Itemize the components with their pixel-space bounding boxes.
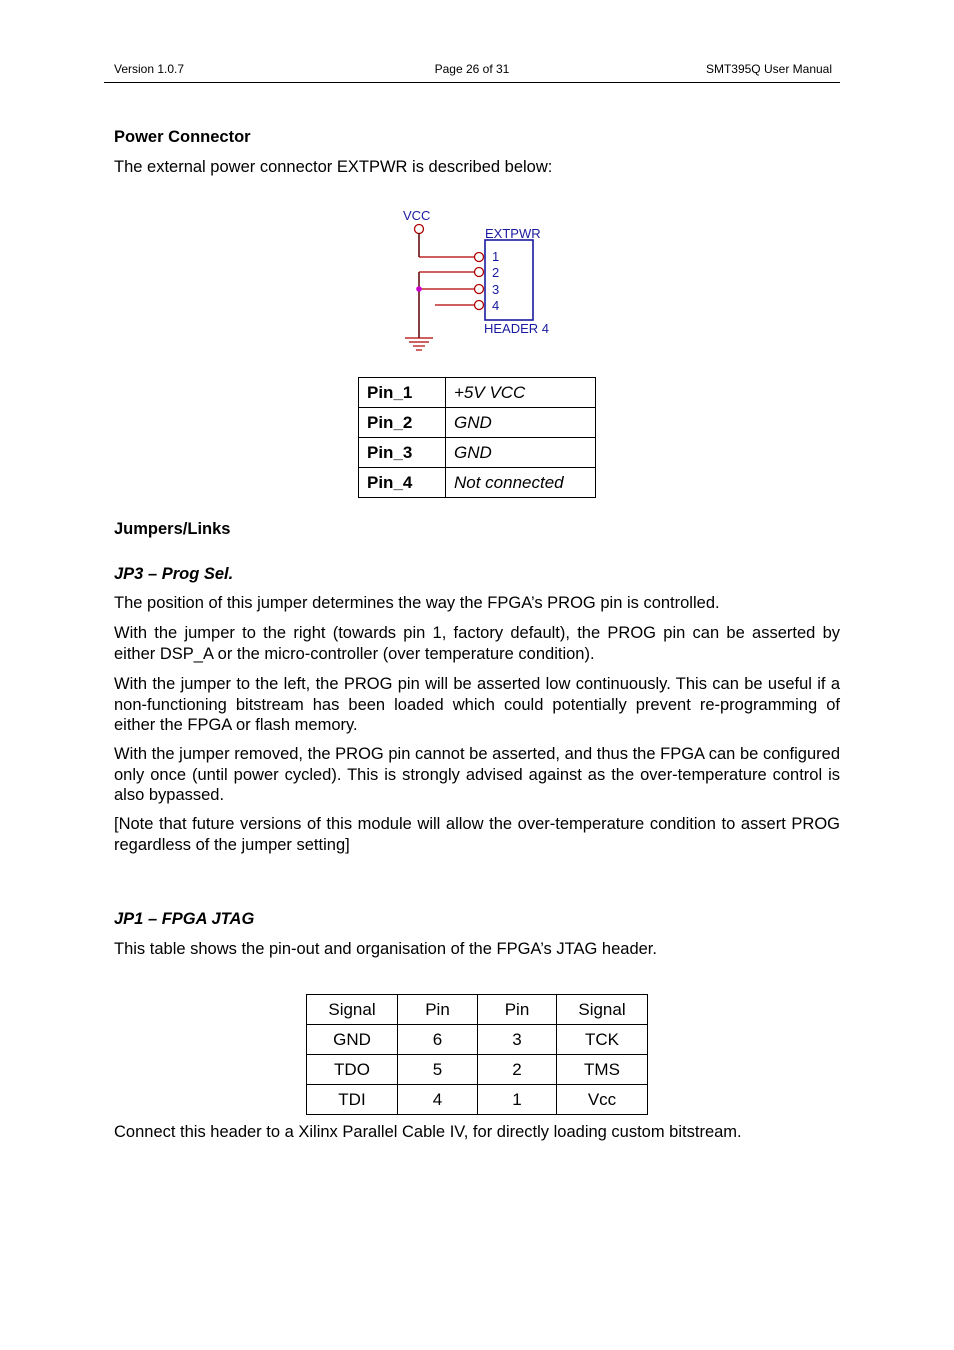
pin-terminal: [475, 268, 484, 277]
jtag-footer-note: Connect this header to a Xilinx Parallel Cable IV, for directly loading custom bitstream.: [114, 1123, 742, 1141]
column-header: Pin: [478, 995, 557, 1025]
jp1-intro: This table shows the pin-out and organisation of the FPGA’s JTAG header.: [114, 940, 657, 958]
manual-title: SMT395Q User Manual: [705, 62, 832, 76]
pin-number: 4: [492, 298, 500, 313]
vcc-label: VCC: [403, 208, 431, 223]
page-header: [104, 62, 840, 83]
column-header: Signal: [307, 995, 398, 1025]
pin-name: Pin_3: [359, 438, 446, 468]
pin-function: +5V VCC: [446, 378, 596, 408]
table-cell: 2: [478, 1055, 557, 1085]
table-row: [359, 378, 596, 408]
part-label: HEADER 4: [484, 321, 550, 336]
pin-function: Not connected: [446, 468, 596, 498]
pin-name: Pin_1: [359, 378, 446, 408]
table-row: [359, 468, 596, 498]
table-cell: GND: [307, 1025, 398, 1055]
column-header: Pin: [398, 995, 478, 1025]
vcc-terminal: [415, 225, 424, 234]
pin-terminal: [475, 285, 484, 294]
pin-function: GND: [446, 438, 596, 468]
jp3-paragraph: With the jumper to the right (towards pin 1, factory default), the PROG pin can be asserted by either DSP_A or the micro-controller (over temperature condition).: [114, 624, 840, 663]
table-cell: TCK: [557, 1025, 648, 1055]
jp1-title: JP1 – FPGA JTAG: [114, 910, 255, 928]
column-header: Signal: [557, 995, 648, 1025]
table-cell: Vcc: [557, 1085, 648, 1115]
pin-number: 3: [492, 282, 500, 297]
table-row: [359, 438, 596, 468]
power-pin-table: [358, 377, 596, 498]
power-connector-heading: Power Connector: [114, 128, 251, 146]
table-cell: TDO: [307, 1055, 398, 1085]
pin-terminal: [475, 253, 484, 262]
power-intro: The external power connector EXTPWR is described below:: [114, 158, 553, 176]
jp3-paragraph: With the jumper removed, the PROG pin cannot be asserted, and thus the FPGA can be configured only once (until power cycled). This is strongly advised against as the over-temperature control is also bypassed.: [114, 745, 840, 804]
table-cell: 3: [478, 1025, 557, 1055]
table-cell: TMS: [557, 1055, 648, 1085]
junction-dot: [416, 286, 422, 292]
table-cell: 6: [398, 1025, 478, 1055]
jp3-note: [Note that future versions of this module will allow the over-temperature condition to assert PROG regardless of the jumper setting]: [114, 815, 840, 854]
table-row: [307, 1055, 648, 1085]
jumpers-heading: Jumpers/Links: [114, 520, 231, 538]
table-cell: TDI: [307, 1085, 398, 1115]
table-row: [307, 1085, 648, 1115]
pin-function: GND: [446, 408, 596, 438]
table-cell: 4: [398, 1085, 478, 1115]
jtag-table: [306, 994, 648, 1115]
page-number: Page 26 of 31: [434, 62, 510, 76]
table-header-row: [307, 995, 648, 1025]
extpwr-schematic: [395, 205, 570, 355]
pin-name: Pin_2: [359, 408, 446, 438]
jp3-title: JP3 – Prog Sel.: [114, 565, 234, 583]
table-row: [307, 1025, 648, 1055]
jp3-paragraph: With the jumper to the left, the PROG pin will be asserted low continuously. This can be useful if a non-functioning bitstream has been loaded which could potentially prevent re-programming of either the FPGA or flash memory.: [114, 675, 840, 734]
table-row: [359, 408, 596, 438]
table-cell: 1: [478, 1085, 557, 1115]
jp3-paragraph: The position of this jumper determines the way the FPGA’s PROG pin is controlled.: [114, 594, 720, 612]
pin-name: Pin_4: [359, 468, 446, 498]
connector-name: EXTPWR: [485, 226, 541, 241]
version-label: Version 1.0.7: [114, 62, 185, 76]
pin-number: 1: [492, 249, 500, 264]
pin-terminal: [475, 301, 484, 310]
pin-number: 2: [492, 265, 500, 280]
table-cell: 5: [398, 1055, 478, 1085]
